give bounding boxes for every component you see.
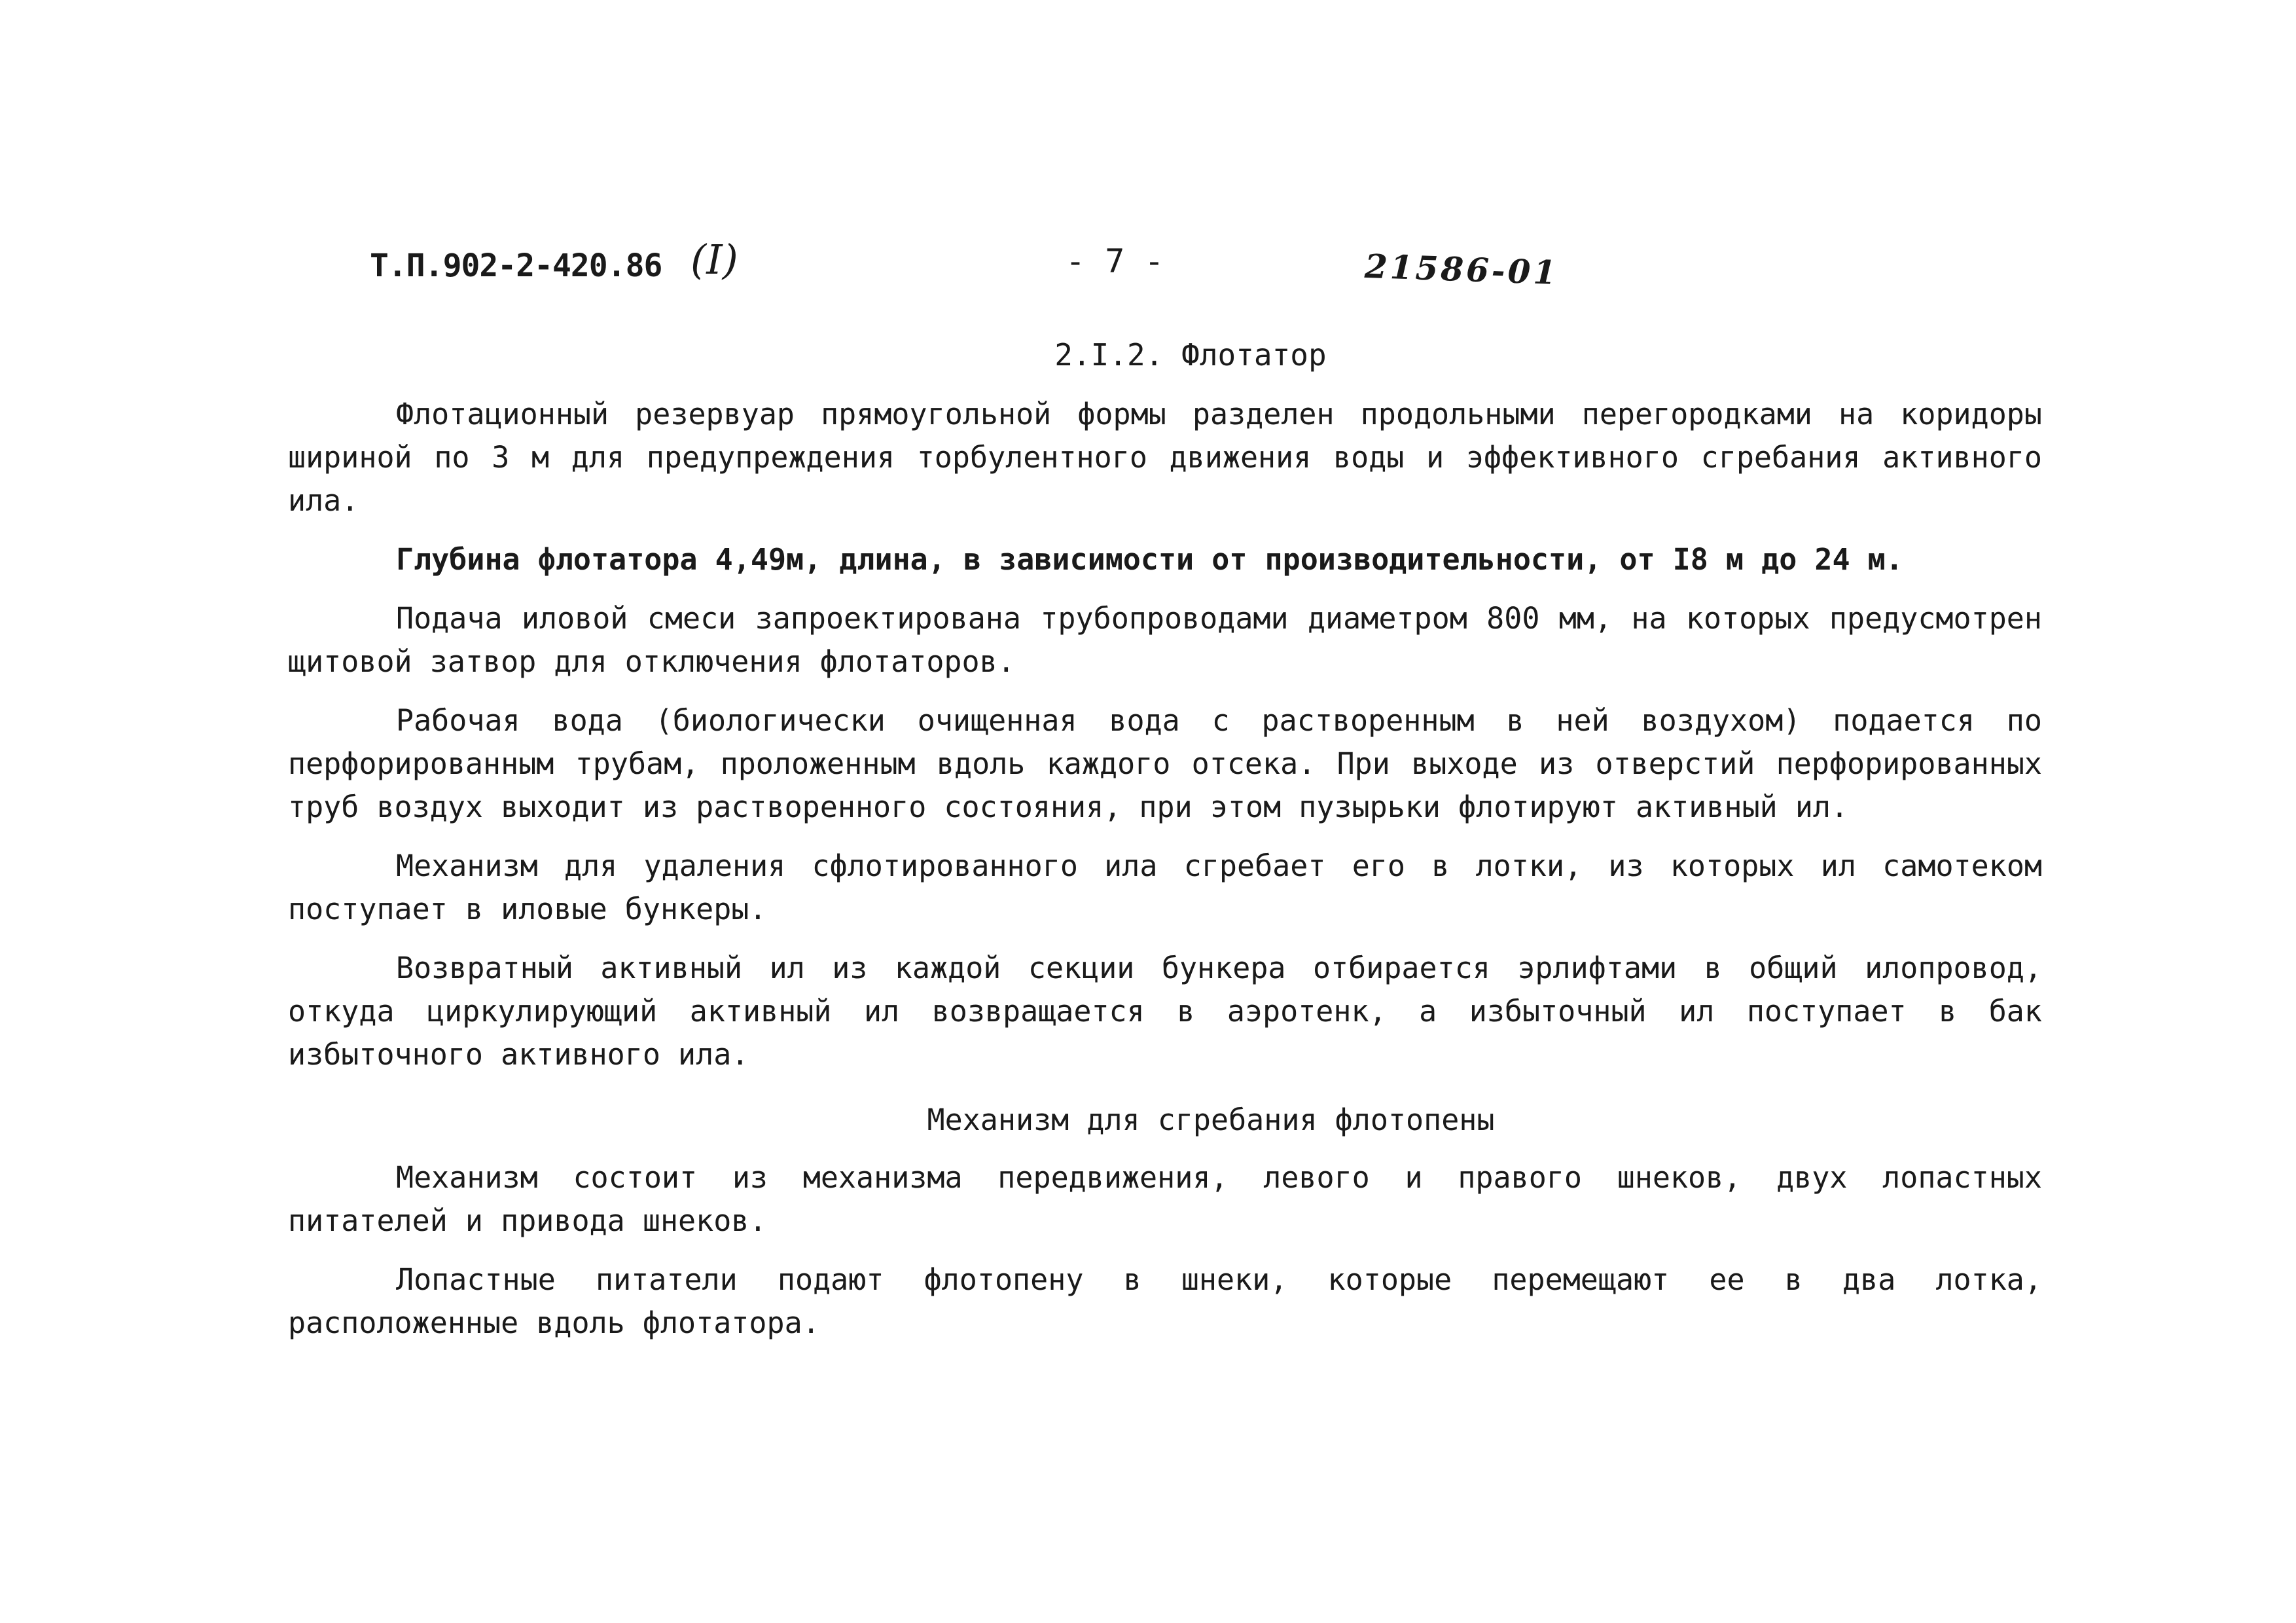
paragraph-return-sludge: Возвратный активный ил из каждой секции бункера отбирается эрлифтами в общий илопровод, откуда циркулирующий активный ил возвращается в аэротенк, а избыточный ил поступает в бак избыточного активного ила. [288, 951, 2042, 1072]
subsection-heading: Механизм для сгребания флотопены [927, 1103, 1495, 1137]
page-number: - 7 - [1066, 242, 1164, 280]
document-revision: (I) [691, 236, 738, 283]
paragraph-mechanism-composition: Механизм состоит из механизма передвижения, левого и правого шнеков, двух лопастных питателей и привода шнеков. [288, 1160, 2042, 1238]
paragraph-sludge-removal: Механизм для удаления сфлотированного ила сгребает его в лотки, из которых ил самотеком поступает в иловые бункеры. [288, 848, 2042, 926]
paragraph-tank-description: Флотационный резервуар прямоугольной формы разделен продольными перегородками на коридоры шириной по 3 м для предупреждения торбулентного движения воды и эффективного сгребания активного ила. [288, 397, 2042, 518]
section-title: 2.I.2. Флотатор [1054, 337, 1327, 373]
paragraph-dimensions: Глубина флотатора 4,49м, длина, в зависимости от производительности, от I8 м до 24 м. [396, 542, 1903, 577]
paragraph-feeders: Лопастные питатели подают флотопену в шнеки, которые перемещают ее в два лотка, расположенные вдоль флотатора. [288, 1262, 2042, 1340]
document-body [288, 393, 2042, 1360]
paragraph-supply: Подача иловой смеси запроектирована трубопроводами диаметром 800 мм, на которых предусмотрен щитовой затвор для отключения флотаторов. [288, 601, 2042, 679]
document-code: Т.П.902-2-420.86 [370, 247, 662, 284]
page-header [0, 236, 2296, 295]
paragraph-working-water: Рабочая вода (биологически очищенная вода с растворенным в ней воздухом) подается по перфорированным трубам, проложенным вдоль каждого отсека. При выходе из отверстий перфорированных труб воздух выходит из растворенного состояния, при этом пузырьки флотируют активный ил. [288, 703, 2042, 824]
handwritten-inventory-number: 21586-01 [1364, 246, 1560, 293]
